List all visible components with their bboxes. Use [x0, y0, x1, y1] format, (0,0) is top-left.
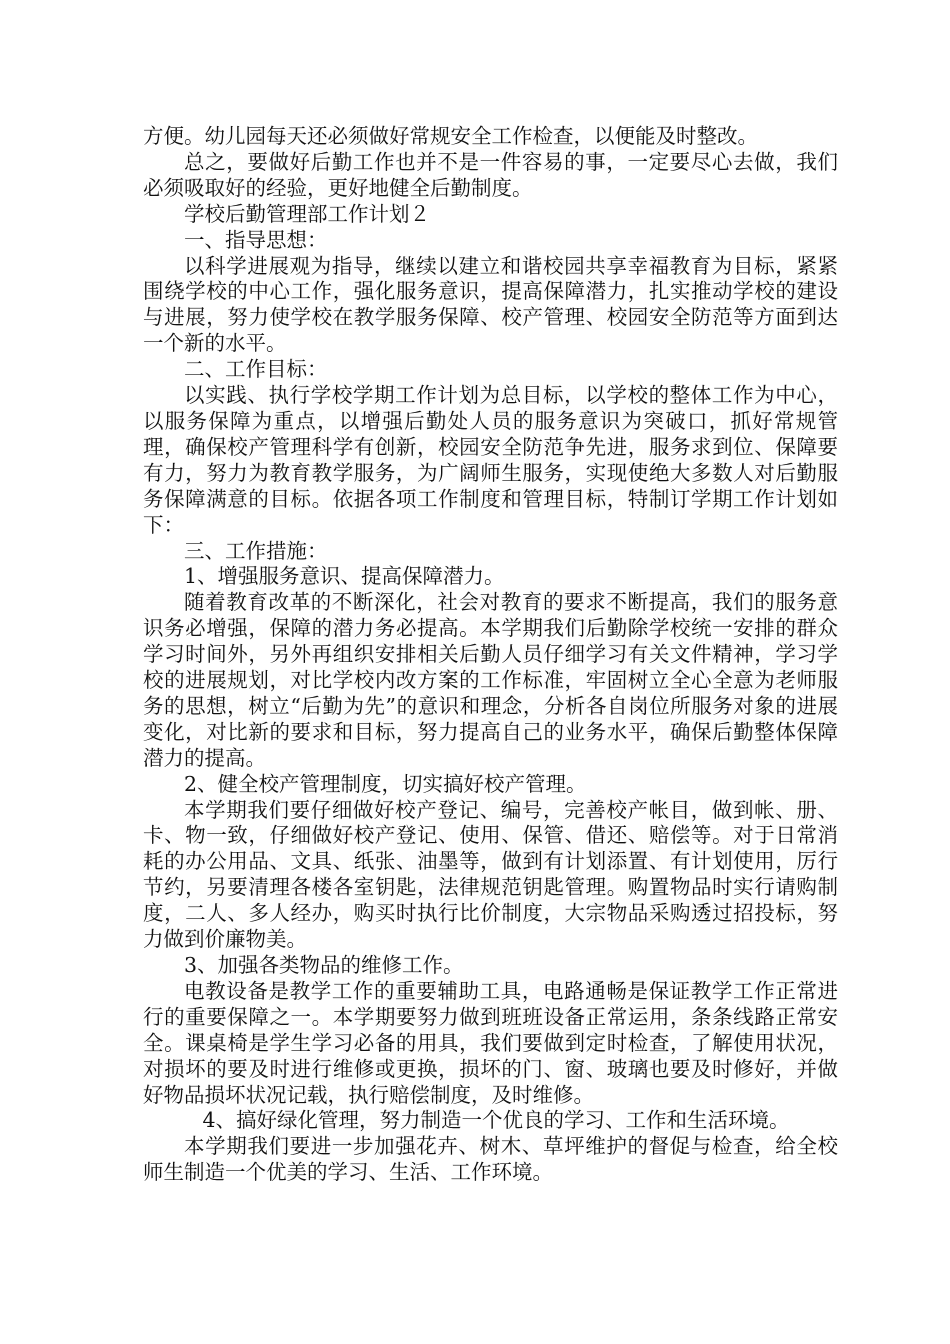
section-title: 学校后勤管理部工作计划２	[184, 201, 430, 226]
paragraph-asset-management: 本学期我们要仔细做好校产登记、编号，完善校产帐目，做到帐、册、卡、物一致，仔细做好校产登记、使用、保管、借还、赔偿等。对于日常消耗的办公用品、文具、纸张、油墨等，做到有计划添置、有计划使用，厉行节约，另要清理各楼各室钥匙，法律规范钥匙管理。购置物品时实行请购制度，二人、多人经办，购买时执行比价制度，大宗物品采购透过招投标，努力做到价廉物美。	[143, 797, 838, 952]
paragraph-maintenance: 电教设备是教学工作的重要辅助工具，电路通畅是保证教学工作正常进行的重要保障之一。本学期要努力做到班班设备正常运用，条条线路正常安全。课桌椅是学生学习必备的用具，我们要做到定时检查，了解使用状况，对损坏的要及时进行维修或更换，损坏的门、窗、玻璃也要及时修好，并做好物品损坏状况记载，执行赔偿制度，及时维修。	[143, 978, 838, 1107]
heading-work-goals: 二、工作目标：	[184, 357, 328, 382]
subheading-greening: 4、搞好绿化管理，努力制造一个优良的学习、工作和生活环境。	[202, 1108, 790, 1133]
paragraph-guiding-ideology: 以科学进展观为指导，继续以建立和谐校园共享幸福教育为目标，紧紧围绕学校的中心工作，强化服务意识，提高保障潜力，扎实推动学校的建设与进展，努力使学校在教学服务保障、校产管理、校园安全防范等方面到达一个新的水平。	[143, 253, 838, 356]
heading-work-measures: 三、工作措施：	[184, 538, 328, 563]
paragraph-greening: 本学期我们要进一步加强花卉、树木、草坪维护的督促与检查，给全校师生制造一个优美的学习、生活、工作环境。	[143, 1134, 838, 1185]
subheading-asset-management: 2、健全校产管理制度，切实搞好校产管理。	[184, 771, 587, 796]
paragraph-service-awareness: 随着教育改革的不断深化，社会对教育的要求不断提高，我们的服务意识务必增强，保障的潜力务必提高。本学期我们后勤除学校统一安排的群众学习时间外，另外再组织安排相关后勤人员仔细学习有关文件精神，学习学校的进展规划，对比学校内改方案的工作标准，牢固树立全心全意为老师服务的思想，树立“后勤为先”的意识和理念，分析各自岗位所服务对象的进展变化，对比新的要求和目标，努力提高自己的业务水平，确保后勤整体保障潜力的提高。	[143, 590, 838, 770]
paragraph-work-goals: 以实践、执行学校学期工作计划为总目标，以学校的整体工作为中心，以服务保障为重点，以增强后勤处人员的服务意识为突破口，抓好常规管理，确保校产管理科学有创新，校园安全防范争先进，服务求到位、保障要有力，努力为教育教学服务，为广阔师生服务，实现使绝大多数人对后勤服务保障满意的目标。依据各项工作制度和管理目标，特制订学期工作计划如下：	[143, 383, 838, 537]
heading-guiding-ideology: 一、指导思想：	[184, 227, 328, 252]
subheading-service-awareness: 1、增强服务意识、提高保障潜力。	[184, 564, 505, 589]
subheading-maintenance: 3、加强各类物品的维修工作。	[184, 953, 464, 977]
paragraph-conclusion: 总之，要做好后勤工作也并不是一件容易的事，一定要尽心去做，我们必须吸取好的经验，更好地健全后勤制度。	[143, 149, 838, 200]
paragraph-continuation: 方便。幼儿园每天还必须做好常规安全工作检查，以便能及时整改。	[143, 124, 758, 148]
document-page	[143, 124, 838, 1186]
